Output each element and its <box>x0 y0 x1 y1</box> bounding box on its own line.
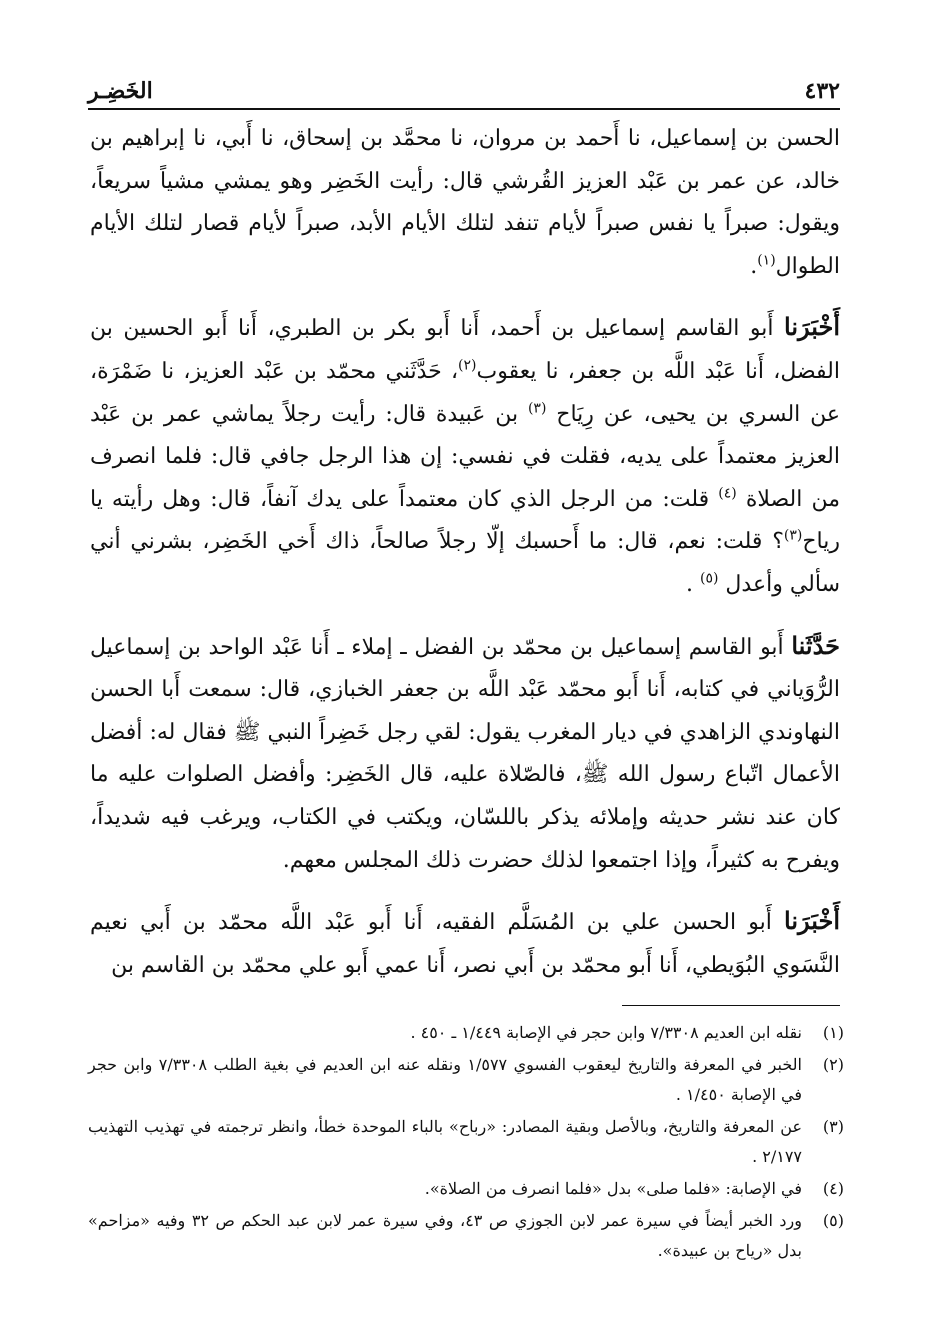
footnote-number: (٥) <box>822 1211 844 1230</box>
footnote-marker: (٢) <box>458 357 477 374</box>
paragraph <box>90 306 840 606</box>
paragraph-lead-word: أَخْبَرَنا <box>784 312 840 342</box>
footnote-marker: (٣) <box>527 400 547 417</box>
paragraph-text: الحسن بن إسماعيل، نا أَحمد بن مروان، نا محمَّد بن إسحاق، نا أَبي، نا إبراهيم بن خالد، عن عمر بن عَبْد العزيز القُرشي قال: رأيت الخَضِر وهو يمشي مشياً سريعاً، ويقول: صبراً يا نفس صبراً لأيام تنفد لتلك الأيام الأبد، صبراً لأيام قصار لتلك الأيام الطوال <box>90 126 840 279</box>
paragraph-text: ؟ قلت: نعم، قال: ما أَحسبك إلّا رجلاً صالحاً، ذاك أَخي الخَضِر، بشرني أني سألي وأعدل <box>90 529 840 597</box>
footnote <box>88 1112 844 1172</box>
footnote-number: (٣) <box>822 1117 844 1136</box>
paragraph-text: أَبو القاسم إسماعيل بن أَحمد، أَنا أَبو بكر بن الطبري، أَنا أَبو الحسين بن الفضل، أَنا عَبْد اللَّه بن جعفر، نا يعقوب <box>90 316 840 384</box>
footnote-text: عن المعرفة والتاريخ، وبالأصل وبقية المصادر: «رباح» بالباء الموحدة خطأ، وانظر ترجمته في تهذيب التهذيب ٢/١٧٧ . <box>88 1117 802 1166</box>
footnote-text: نقله ابن العديم ٧/٣٣٠٨ وابن حجر في الإصابة ١/٤٤٩ ـ ٤٥٠ . <box>410 1023 802 1042</box>
paragraph-text: أَبو الحسن علي بن المُسَلَّم الفقيه، أَنا أَبو عَبْد اللَّه محمّد بن أَبي نعيم النَّسَوي البُوَيطي، أَنا أَبو محمّد بن أَبي نصر، أَنا عمي أَبو علي محمّد بن القاسم بن <box>90 910 840 978</box>
paragraph-text: بن عَبيدة قال: رأيت رجلاً يماشي عمر بن عَبْد العزيز معتمداً على يديه، فقلت في نفسي: إن هذا الرجل جافي قال: فلما انصرف من الصلاة <box>90 401 840 512</box>
paragraph-text: . <box>750 253 758 279</box>
footnote <box>88 1174 844 1204</box>
footnote-text: الخبر في المعرفة والتاريخ ليعقوب الفسوي ١/٥٧٧ ونقله عنه ابن العديم في بغية الطلب ٧/٣٣٠٨ وابن حجر في الإصابة ١/٤٥٠ . <box>88 1055 802 1104</box>
paragraph <box>90 118 840 288</box>
footnote-number: (٤) <box>822 1179 844 1198</box>
paragraph-text: قلت: من الرجل الذي كان معتمداً على يدك آنفاً، قال: وهل رأيته يا رياح <box>90 486 840 555</box>
paragraph <box>90 625 840 883</box>
footnote <box>88 1050 844 1110</box>
paragraph-text: . <box>685 571 700 597</box>
running-title: الخَضِـر <box>88 78 153 104</box>
footnote-number: (١) <box>822 1023 844 1042</box>
paragraph-lead-word: حَدَّثَنا <box>791 630 840 660</box>
footnote-marker: (١) <box>757 252 776 269</box>
paragraph-lead-word: أَخْبَرَنا <box>784 906 840 936</box>
footnote-separator <box>622 1005 840 1006</box>
paragraph <box>90 900 840 987</box>
footnote <box>88 1206 844 1266</box>
footnote-text: في الإصابة: «فلما صلى» بدل «فلما انصرف من الصلاة». <box>424 1179 802 1198</box>
footnote-text: ورد الخبر أيضاً في سيرة عمر لابن الجوزي ص ٤٣، وفي سيرة عمر لابن عبد الحكم ص ٣٢ وفيه «مزاحم» بدل «رياح بن عبيدة». <box>88 1211 803 1260</box>
main-text <box>90 118 840 1005</box>
footnote-marker: (٥) <box>699 570 719 587</box>
paragraph-text: ، حَدَّثَني محمّد بن عَبْد العزيز، نا ضَمْرَة، عن السري بن يحيى، عن رِيَاح <box>90 358 840 427</box>
footnote <box>88 1018 844 1048</box>
footnotes <box>88 1018 844 1268</box>
paragraph-text: أَبو القاسم إسماعيل بن محمّد بن الفضل ـ إملاء ـ أَنا عَبْد الواحد بن إسماعيل الرُّوَياني في كتابه، أَنا أَبو محمّد عَبْد اللَّه بن جعفر الخبازي، قال: سمعت أَبا الحسن النهاوندي الزاهدي في ديار المغرب يقول: لقي رجل خَضِراً النبي ﷺ فقال له: أفضل الأعمال اتّباع رسول الله ﷺ، فالصّلاة عليه، قال الخَضِر: وأفضل الصلوات عليه ما كان عند نشر حديثه وإملائه يذكر باللسّان، ويكتب في الكتاب، ويرغب فيه شديداً، ويفرح به كثيراً، وإذا اجتمعوا لذلك حضرت ذلك المجلس معهم. <box>90 634 840 873</box>
page-header <box>88 70 840 110</box>
footnote-marker: (٤) <box>718 485 737 502</box>
footnote-number: (٢) <box>822 1055 844 1074</box>
footnote-marker: (٣) <box>783 528 803 545</box>
page-number: ٤٣٢ <box>804 78 840 104</box>
